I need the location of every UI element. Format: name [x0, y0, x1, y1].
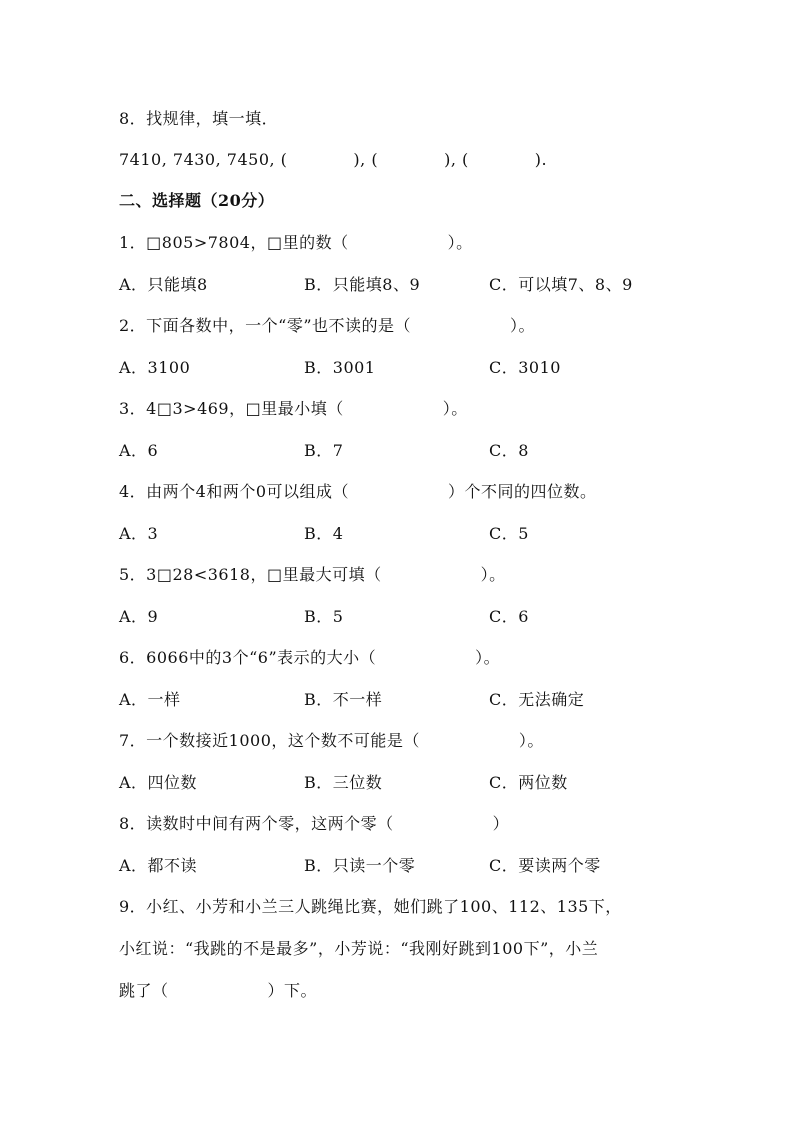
q2-option-c: C．3010 [489, 358, 561, 377]
q8-stem: 8．读数时中间有两个零，这两个零（ ） [119, 814, 510, 833]
q8-option-a: A．都不读 [119, 856, 198, 875]
q1-option-b: B．只能填8、9 [304, 275, 421, 294]
q9-line-3: 跳了（ ）下。 [119, 981, 318, 1000]
q7-option-a: A．四位数 [119, 773, 198, 792]
question-8-title: 8．找规律，填一填． [119, 109, 279, 128]
q5-option-a: A．9 [119, 607, 159, 626]
q4-option-c: C．5 [489, 524, 529, 543]
q2-option-b: B．3001 [304, 358, 376, 377]
q3-option-c: C．8 [489, 441, 529, 460]
q5-stem: 5．3□28<3618，□里最大可填（ ）。 [119, 565, 506, 584]
q6-stem: 6．6066中的3个“6”表示的大小（ ）。 [119, 648, 501, 667]
q6-option-b: B．不一样 [304, 690, 383, 709]
q8-option-c: C．要读两个零 [489, 856, 601, 875]
question-8-sequence: 7410, 7430, 7450, ( ), ( ), ( ). [119, 150, 548, 169]
q9-line-2: 小红说：“我跳的不是最多”，小芳说：“我刚好跳到100下”，小兰 [119, 939, 599, 958]
q6-option-a: A．一样 [119, 690, 181, 709]
q8-option-b: B．只读一个零 [304, 856, 416, 875]
q5-option-c: C．6 [489, 607, 529, 626]
q3-option-b: B．7 [304, 441, 344, 460]
q1-stem: 1．□805>7804，□里的数（ ）。 [119, 233, 473, 252]
q5-option-b: B．5 [304, 607, 344, 626]
q2-option-a: A．3100 [119, 358, 191, 377]
q3-option-a: A．6 [119, 441, 159, 460]
section-2-heading: 二、选择题（20分） [119, 191, 275, 210]
q7-option-c: C．两位数 [489, 773, 568, 792]
q6-option-c: C．无法确定 [489, 690, 585, 709]
q7-option-b: B．三位数 [304, 773, 383, 792]
q9-line-1: 9．小红、小芳和小兰三人跳绳比赛，她们跳了100、112、135下， [119, 897, 622, 916]
q3-stem: 3．4□3>469，□里最小填（ ）。 [119, 399, 468, 418]
q2-stem: 2．下面各数中，一个“零”也不读的是（ ）。 [119, 316, 536, 335]
q4-option-a: A．3 [119, 524, 159, 543]
q7-stem: 7．一个数接近1000，这个数不可能是（ ）。 [119, 731, 544, 750]
q4-stem: 4．由两个4和两个0可以组成（ ）个不同的四位数。 [119, 482, 597, 501]
q4-option-b: B．4 [304, 524, 344, 543]
q1-option-c: C．可以填7、8、9 [489, 275, 633, 294]
q1-option-a: A．只能填8 [119, 275, 208, 294]
